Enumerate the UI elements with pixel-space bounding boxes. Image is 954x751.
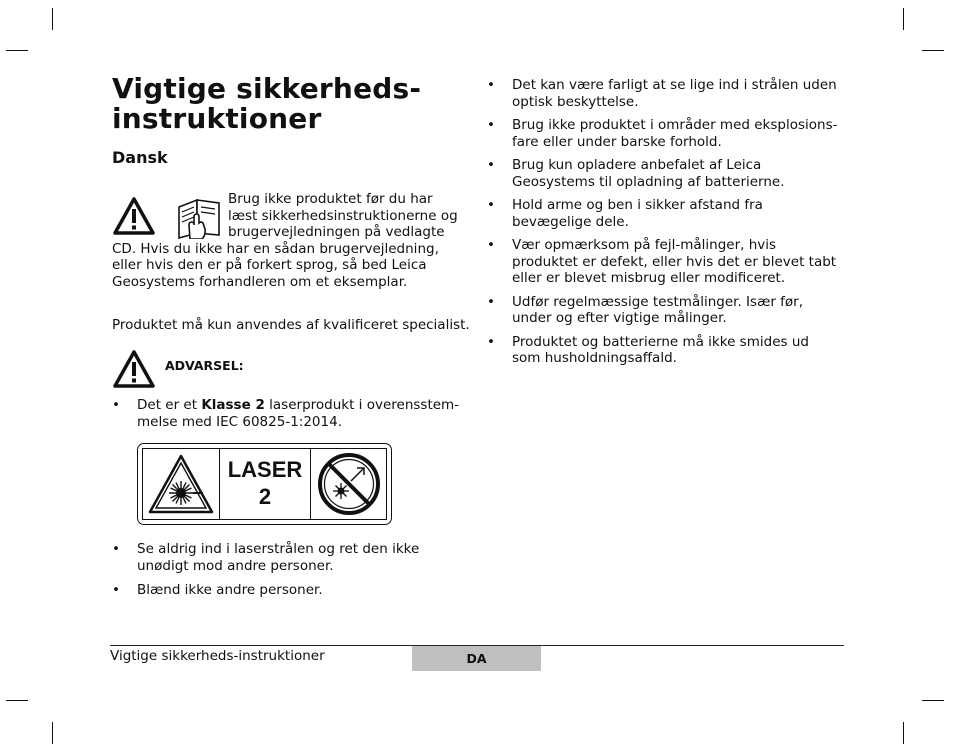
crop-mark [922, 50, 944, 51]
bullet-glyph: • [112, 582, 120, 598]
class-bullet-after: laserprodukt i overensstem-melse med IEC 60825-1:2014. [137, 397, 460, 430]
laser-class-text-cell [220, 449, 311, 519]
list-item [487, 334, 839, 367]
language-tab: DA [412, 646, 541, 671]
list-item [487, 237, 839, 287]
left-bullet-list [112, 541, 464, 607]
bullet-glyph: • [487, 293, 495, 310]
list-item [112, 541, 464, 574]
list-item-text: Blænd ikke andre personer. [137, 582, 323, 598]
crop-mark [52, 722, 53, 744]
icon-spacer [112, 191, 228, 239]
bullet-glyph: • [487, 117, 495, 133]
list-item-text: Se aldrig ind i laserstrålen og ret den ikke unødigt mod andre personer. [137, 541, 420, 574]
list-item-text: Vær opmærksom på fejl-målinger, hvis produktet er defekt, eller hvis det er blevet tabt eller er blevet misbrug eller modificeret. [512, 237, 837, 286]
class-bullet-bold: Klasse 2 [201, 397, 265, 413]
crop-mark [6, 50, 28, 51]
list-item-text: Udfør regelmæssige testmålinger. Især før, under og efter vigtige målinger. [512, 293, 804, 326]
list-item [112, 582, 464, 599]
page-title-line-2: instruktioner [112, 102, 322, 135]
warning-triangle-icon [112, 349, 156, 389]
do-not-stare-into-beam-icon [316, 451, 382, 517]
bullet-glyph: • [487, 197, 495, 213]
list-item [487, 294, 839, 327]
list-item [487, 77, 839, 110]
warning-label: ADVARSEL: [165, 358, 244, 373]
crop-mark [903, 8, 904, 30]
list-item [487, 117, 839, 150]
page-title [112, 74, 421, 134]
class-bullet-before: Det er et [137, 397, 202, 413]
footer-section-title: Vigtige sikkerheds-instruktioner [110, 648, 325, 664]
list-item-text: Hold arme og ben i sikker afstand fra bevægelige dele. [512, 197, 763, 230]
laser-hazard-triangle-icon [147, 453, 215, 515]
crop-mark [52, 8, 53, 30]
language-subtitle: Dansk [112, 148, 168, 167]
laser-word: LASER [227, 457, 303, 482]
list-item-text: Brug kun opladere anbefalet af Leica Geosystems til opladning af batterierne. [512, 157, 785, 190]
list-item-text: Produktet og batterierne må ikke smides ud som husholdningsaffald. [512, 333, 809, 366]
crop-mark [903, 722, 904, 744]
laser-class-number: 2 [258, 484, 272, 509]
list-item [112, 397, 464, 430]
bullet-glyph: • [112, 541, 120, 557]
laser-hazard-cell [143, 449, 220, 519]
bullet-glyph: • [487, 77, 495, 93]
laser-class-list [112, 397, 464, 430]
bullet-glyph: • [487, 333, 495, 350]
list-item [487, 197, 839, 230]
list-item [487, 157, 839, 190]
laser-label-frame [142, 448, 387, 520]
specialist-paragraph: Produktet må kun anvendes af kvalificeret specialist. [112, 317, 470, 333]
list-item-text: Brug ikke produktet i områder med eksplosions-fare eller under barske forhold. [512, 117, 838, 150]
crop-mark [922, 700, 944, 701]
list-item-text: Det kan være farligt at se lige ind i strålen uden optisk beskyttelse. [512, 77, 837, 110]
bullet-glyph: • [487, 237, 495, 253]
bullet-glyph: • [487, 157, 495, 173]
intro-paragraph [112, 191, 464, 290]
intro-text: Brug ikke produktet før du har læst sikkerhedsinstruktionerne og brugervejledningen på vedlagte CD. Hvis du ikke har en sådan brugervejledning, eller hvis den er på forkert sprog, så bed Leica Geosystems forhandleren om et eksemplar. [112, 191, 458, 290]
right-bullet-list [487, 77, 839, 374]
bullet-glyph: • [112, 397, 120, 413]
laser-class-label [137, 443, 392, 525]
page-title-line-1: Vigtige sikkerheds- [112, 72, 422, 105]
no-stare-cell [311, 449, 386, 519]
crop-mark [6, 700, 28, 701]
